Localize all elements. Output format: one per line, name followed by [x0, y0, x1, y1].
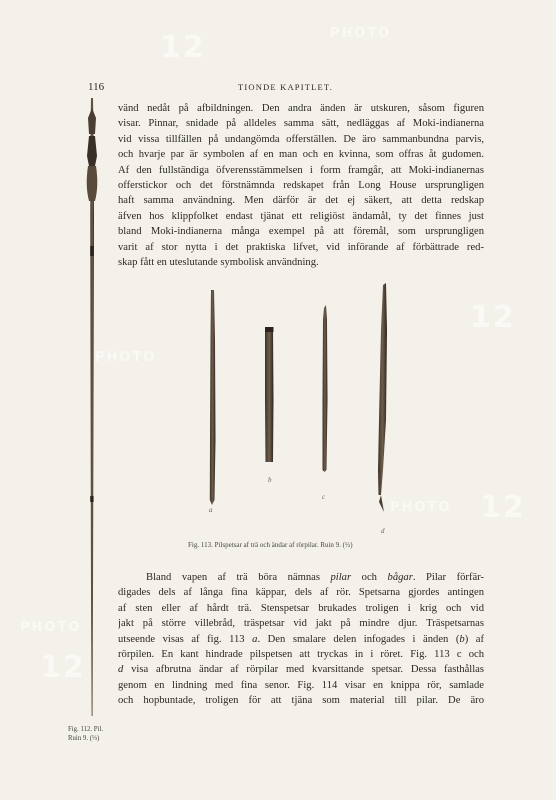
text-line: skap fått en uteslutande symbolisk användning.	[118, 256, 319, 268]
text-run: och	[351, 572, 388, 583]
text-line: varit af stor nytta i det praktiska lifvet, vid införande af förbättrade red-	[118, 241, 484, 253]
watermark-text: PHOTO	[95, 350, 157, 365]
text-line	[118, 632, 484, 647]
text-line	[118, 570, 484, 585]
arrowpoint-c	[323, 305, 328, 472]
term-pilar: pilar	[330, 572, 352, 583]
figure-label-d: d	[381, 527, 385, 535]
watermark-text: PHOTO	[330, 26, 392, 41]
text-line: digades dels af långa fina käppar, dels af rör. Spetsarna gjordes antingen	[118, 587, 484, 599]
text-line: och hvarje par är symbolen af en man och en kvinna, som offras åt gudomen.	[118, 149, 484, 161]
text-run: b	[459, 633, 465, 645]
text-line: och hopbuntade, troligen för att tjäna som material till pilar. De äro	[118, 695, 484, 707]
text-run: d	[118, 664, 124, 676]
section-paragraph	[118, 570, 484, 709]
text-line: vänd nedåt på afbildningen. Den andra änden är utskuren, såsom figuren	[118, 103, 484, 114]
text-line: vid vissa tillfällen på undangömda offerställen. De äro sammanbundna parvis,	[118, 133, 484, 145]
intro-paragraph	[118, 101, 484, 270]
text-line: af sten eller af hårdt trä. Stenspetsar brukades troligen i krig och vid	[118, 602, 484, 614]
arrowpoints-illustration	[185, 280, 435, 550]
watermark-text: 12	[470, 300, 516, 335]
figure-label-b: b	[268, 476, 272, 484]
caption-line: Ruin 9. (⅓)	[68, 734, 100, 742]
running-head: TIONDE KAPITLET.	[237, 82, 334, 92]
arrow-illustration	[78, 96, 106, 721]
text-run: Bland vapen af trä böra nämnas	[146, 572, 331, 583]
text-run: a	[252, 633, 258, 645]
watermark-text: PHOTO	[390, 500, 452, 515]
text-run: utseende visas af fig. 113	[118, 633, 253, 645]
figure-label-a: a	[209, 506, 213, 514]
caption-line: Fig. 112. Pil.	[68, 726, 104, 733]
figure-112-caption	[68, 726, 124, 743]
page-number: 116	[88, 81, 105, 93]
text-line: Af den fullständiga öfverensstämmelsen i form framgår, att Moki-indianernas	[118, 164, 484, 176]
text-line: jakt på större villebråd, träspetsar vid jakt på mindre djur. Träspetsarnas	[118, 618, 484, 630]
text-line: genom en lindning med fina senor. Fig. 114 visar en knippa rör, samlade	[118, 679, 484, 691]
watermark-text: 12	[40, 650, 86, 685]
text-line: visar. Pinnar, snidade på alldeles samma sätt, nedläggas af Moki-indianerna	[118, 118, 484, 130]
watermark-text: 12	[160, 30, 206, 65]
text-run: . Pilar förfär-	[412, 572, 484, 583]
text-line: äfven hos klippfolket endast tjänat ett religiöst ändamål, ty det finnes just	[118, 210, 484, 222]
text-line: rörpilen. En kant hindrade pilspetsen att tryckas in i röret. Fig. 113 c och	[118, 648, 484, 660]
watermark-text: PHOTO	[20, 620, 82, 635]
text-line: haft samma användning. Men därför är det ej säkert, att detta redskap	[118, 195, 484, 207]
text-line: bland Moki-indianerna många exempel på att föremål, som ursprungligen	[118, 226, 484, 238]
arrowpoint-a	[210, 290, 216, 505]
text-run: visa afbrutna ändar af rörpilar med kvarsittande spetsar. Dessa fasthållas	[123, 664, 484, 676]
watermark-text: 12	[480, 490, 526, 525]
figure-label-c: c	[322, 493, 326, 501]
arrowpoint-b	[265, 327, 274, 462]
text-run: ) af	[464, 633, 484, 645]
text-line	[118, 662, 484, 677]
page-header	[88, 81, 483, 95]
arrowpoint-d	[378, 283, 387, 512]
figure-113-caption: Fig. 113. Pilspetsar af trä och ändar af rörpilar. Ruin 9. (½)	[188, 541, 353, 549]
term-bagar: bågar	[387, 572, 413, 583]
text-line: offerstickor och det förstnämnda redskapet från Long House ursprungligen	[118, 179, 484, 191]
text-run: . Den smalare delen infogades i änden (	[257, 633, 460, 645]
